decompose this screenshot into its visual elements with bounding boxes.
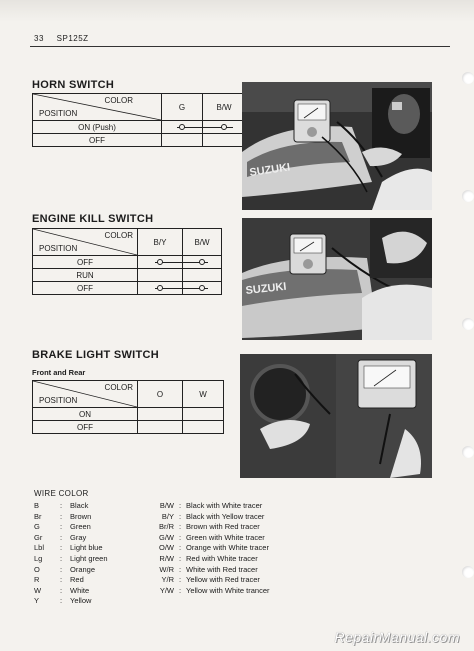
separator: : bbox=[178, 522, 182, 532]
table-header-cell bbox=[33, 229, 138, 256]
engine-kill-switch-test-photo bbox=[242, 218, 432, 340]
position-cell: OFF bbox=[33, 256, 138, 269]
wire-color-row bbox=[34, 586, 108, 597]
brake-light-switch-title: BRAKE LIGHT SWITCH bbox=[32, 349, 160, 361]
wire-color-row bbox=[150, 543, 270, 554]
separator: : bbox=[60, 543, 63, 553]
terminal-cell bbox=[183, 408, 224, 421]
wire-code: R/W bbox=[159, 553, 174, 563]
separator: : bbox=[60, 501, 63, 510]
wire-color-name: Black with Yellow tracer bbox=[186, 511, 265, 521]
tank-brand-text: SUZUKI bbox=[245, 280, 288, 297]
wire-color-name: Green bbox=[70, 522, 91, 532]
wire-code: G/W bbox=[159, 532, 174, 542]
wire-code: Gr bbox=[34, 532, 43, 542]
position-cell: OFF bbox=[33, 421, 138, 434]
terminal-dot bbox=[199, 285, 205, 291]
wire-color-row bbox=[34, 501, 108, 512]
page-top-edge bbox=[0, 0, 474, 22]
column-header: O bbox=[138, 381, 183, 408]
terminal-cell bbox=[138, 421, 183, 434]
wire-code: Br bbox=[34, 511, 42, 521]
wire-code: O/W bbox=[159, 543, 174, 553]
color-label: COLOR bbox=[104, 231, 133, 240]
terminal-dot bbox=[221, 124, 227, 130]
page-header bbox=[34, 34, 99, 43]
terminal-cell bbox=[183, 269, 222, 282]
wire-color-row bbox=[34, 596, 108, 607]
terminal-dot bbox=[157, 285, 163, 291]
position-label: POSITION bbox=[39, 109, 78, 118]
wire-color-row bbox=[34, 512, 108, 523]
wire-color-row bbox=[34, 543, 108, 554]
wire-code: O bbox=[34, 564, 40, 574]
position-cell: ON bbox=[33, 408, 138, 421]
wire-color-row bbox=[150, 512, 270, 523]
wire-color-row bbox=[150, 586, 270, 597]
wire-color-name: Gray bbox=[70, 532, 87, 542]
engine-kill-switch-table bbox=[32, 228, 222, 295]
separator: : bbox=[178, 575, 182, 585]
terminal-cell bbox=[203, 121, 246, 134]
separator: : bbox=[60, 532, 63, 542]
engine-kill-switch-title: ENGINE KILL SWITCH bbox=[32, 213, 154, 225]
wire-code: Y bbox=[34, 596, 40, 606]
separator: : bbox=[60, 596, 63, 606]
separator: : bbox=[178, 564, 182, 574]
binder-hole bbox=[462, 318, 474, 330]
multimeter-icon bbox=[358, 360, 416, 408]
separator: : bbox=[60, 564, 63, 574]
wire-color-row bbox=[34, 522, 108, 533]
wire-code: Br/R bbox=[159, 522, 174, 532]
wire-color-row bbox=[34, 565, 108, 576]
wire-color-name: Brown with Red tracer bbox=[186, 522, 260, 532]
wire-code: W bbox=[34, 585, 42, 595]
position-label: POSITION bbox=[39, 396, 78, 405]
tank-brand-text: SUZUKI bbox=[248, 161, 291, 179]
separator: : bbox=[60, 575, 63, 585]
terminal-dot bbox=[157, 259, 163, 265]
wire-color-name: White bbox=[70, 585, 90, 595]
terminal-dot bbox=[179, 124, 185, 130]
wire-color-name: Light green bbox=[70, 553, 108, 563]
wire-code: Lbl bbox=[34, 543, 45, 553]
wire-color-name: Light blue bbox=[70, 543, 103, 553]
terminal-dot bbox=[199, 259, 205, 265]
wire-color-name: Green with White tracer bbox=[186, 532, 265, 542]
wire-color-name: White with Red tracer bbox=[186, 564, 258, 574]
wire-color-row bbox=[150, 533, 270, 544]
position-cell: OFF bbox=[33, 282, 138, 295]
wire-code: B/W bbox=[159, 501, 174, 510]
column-header: B/Y bbox=[138, 229, 183, 256]
wire-color-row bbox=[150, 501, 270, 512]
wire-color-name: Brown bbox=[70, 511, 92, 521]
separator: : bbox=[178, 543, 182, 553]
wire-code: R bbox=[34, 575, 40, 585]
terminal-cell bbox=[183, 256, 222, 269]
separator: : bbox=[178, 532, 182, 542]
terminal-cell bbox=[183, 421, 224, 434]
position-cell: OFF bbox=[33, 134, 162, 147]
wire-color-row bbox=[150, 554, 270, 565]
column-header: W bbox=[183, 381, 224, 408]
wire-code: B bbox=[34, 501, 40, 510]
brake-light-subtitle: Front and Rear bbox=[32, 368, 86, 377]
column-header: B/W bbox=[183, 229, 222, 256]
brake-light-switch-table bbox=[32, 380, 224, 434]
terminal-cell bbox=[138, 269, 183, 282]
separator: : bbox=[178, 511, 182, 521]
wire-color-row bbox=[150, 565, 270, 576]
wire-color-row bbox=[150, 575, 270, 586]
horn-switch-table bbox=[32, 93, 246, 147]
column-header: G bbox=[162, 94, 203, 121]
wire-color-name: Red bbox=[70, 575, 84, 585]
position-cell: RUN bbox=[33, 269, 138, 282]
binder-hole bbox=[462, 72, 474, 84]
binder-hole bbox=[462, 190, 474, 202]
wire-color-row bbox=[150, 522, 270, 533]
wire-color-name: Black with White tracer bbox=[186, 501, 263, 510]
wire-color-name: Orange with White tracer bbox=[186, 543, 269, 553]
color-label: COLOR bbox=[104, 383, 133, 392]
wire-color-title: WIRE COLOR bbox=[34, 489, 89, 498]
terminal-cell bbox=[203, 134, 246, 147]
multimeter-icon bbox=[294, 100, 330, 142]
color-label: COLOR bbox=[104, 96, 133, 105]
position-cell: ON (Push) bbox=[33, 121, 162, 134]
wire-color-legend-basic bbox=[34, 501, 108, 607]
terminal-cell bbox=[162, 134, 203, 147]
table-header-cell bbox=[33, 381, 138, 408]
wire-code: Y/W bbox=[159, 585, 174, 595]
terminal-cell bbox=[138, 408, 183, 421]
wire-color-name: Orange bbox=[70, 564, 96, 574]
separator: : bbox=[60, 522, 63, 532]
brake-light-switch-test-photo bbox=[240, 354, 432, 478]
column-header: B/W bbox=[203, 94, 246, 121]
horn-switch-test-photo bbox=[242, 82, 432, 210]
watermark-text: RepairManual.com bbox=[334, 629, 460, 645]
wire-color-name: Yellow with Red tracer bbox=[186, 575, 260, 585]
position-label: POSITION bbox=[39, 244, 78, 253]
separator: : bbox=[178, 585, 182, 595]
wire-color-name: Black bbox=[70, 501, 89, 510]
wire-code: B/Y bbox=[161, 511, 174, 521]
model-name: SP125Z bbox=[56, 34, 89, 43]
separator: : bbox=[178, 553, 182, 563]
separator: : bbox=[60, 585, 63, 595]
wire-color-name: Yellow bbox=[70, 596, 92, 606]
table-header-cell bbox=[33, 94, 162, 121]
wire-color-legend-tracer bbox=[150, 501, 270, 596]
wire-color-name: Yellow with White trancer bbox=[186, 585, 270, 595]
wire-code: Lg bbox=[34, 553, 43, 563]
multimeter-icon bbox=[290, 234, 326, 274]
terminal-cell bbox=[183, 282, 222, 295]
horn-switch-title: HORN SWITCH bbox=[32, 79, 115, 91]
wire-code: W/R bbox=[159, 564, 174, 574]
separator: : bbox=[60, 553, 63, 563]
separator: : bbox=[178, 501, 182, 510]
wire-color-row bbox=[34, 533, 108, 544]
binder-hole bbox=[462, 446, 474, 458]
wire-code: Y/R bbox=[161, 575, 174, 585]
wire-color-name: Red with White tracer bbox=[186, 553, 258, 563]
header-rule bbox=[30, 46, 450, 47]
page-number: 33 bbox=[34, 34, 44, 43]
wire-color-row bbox=[34, 554, 108, 565]
separator: : bbox=[60, 511, 63, 521]
wire-color-row bbox=[34, 575, 108, 586]
binder-hole bbox=[462, 566, 474, 578]
wire-code: G bbox=[34, 522, 40, 532]
